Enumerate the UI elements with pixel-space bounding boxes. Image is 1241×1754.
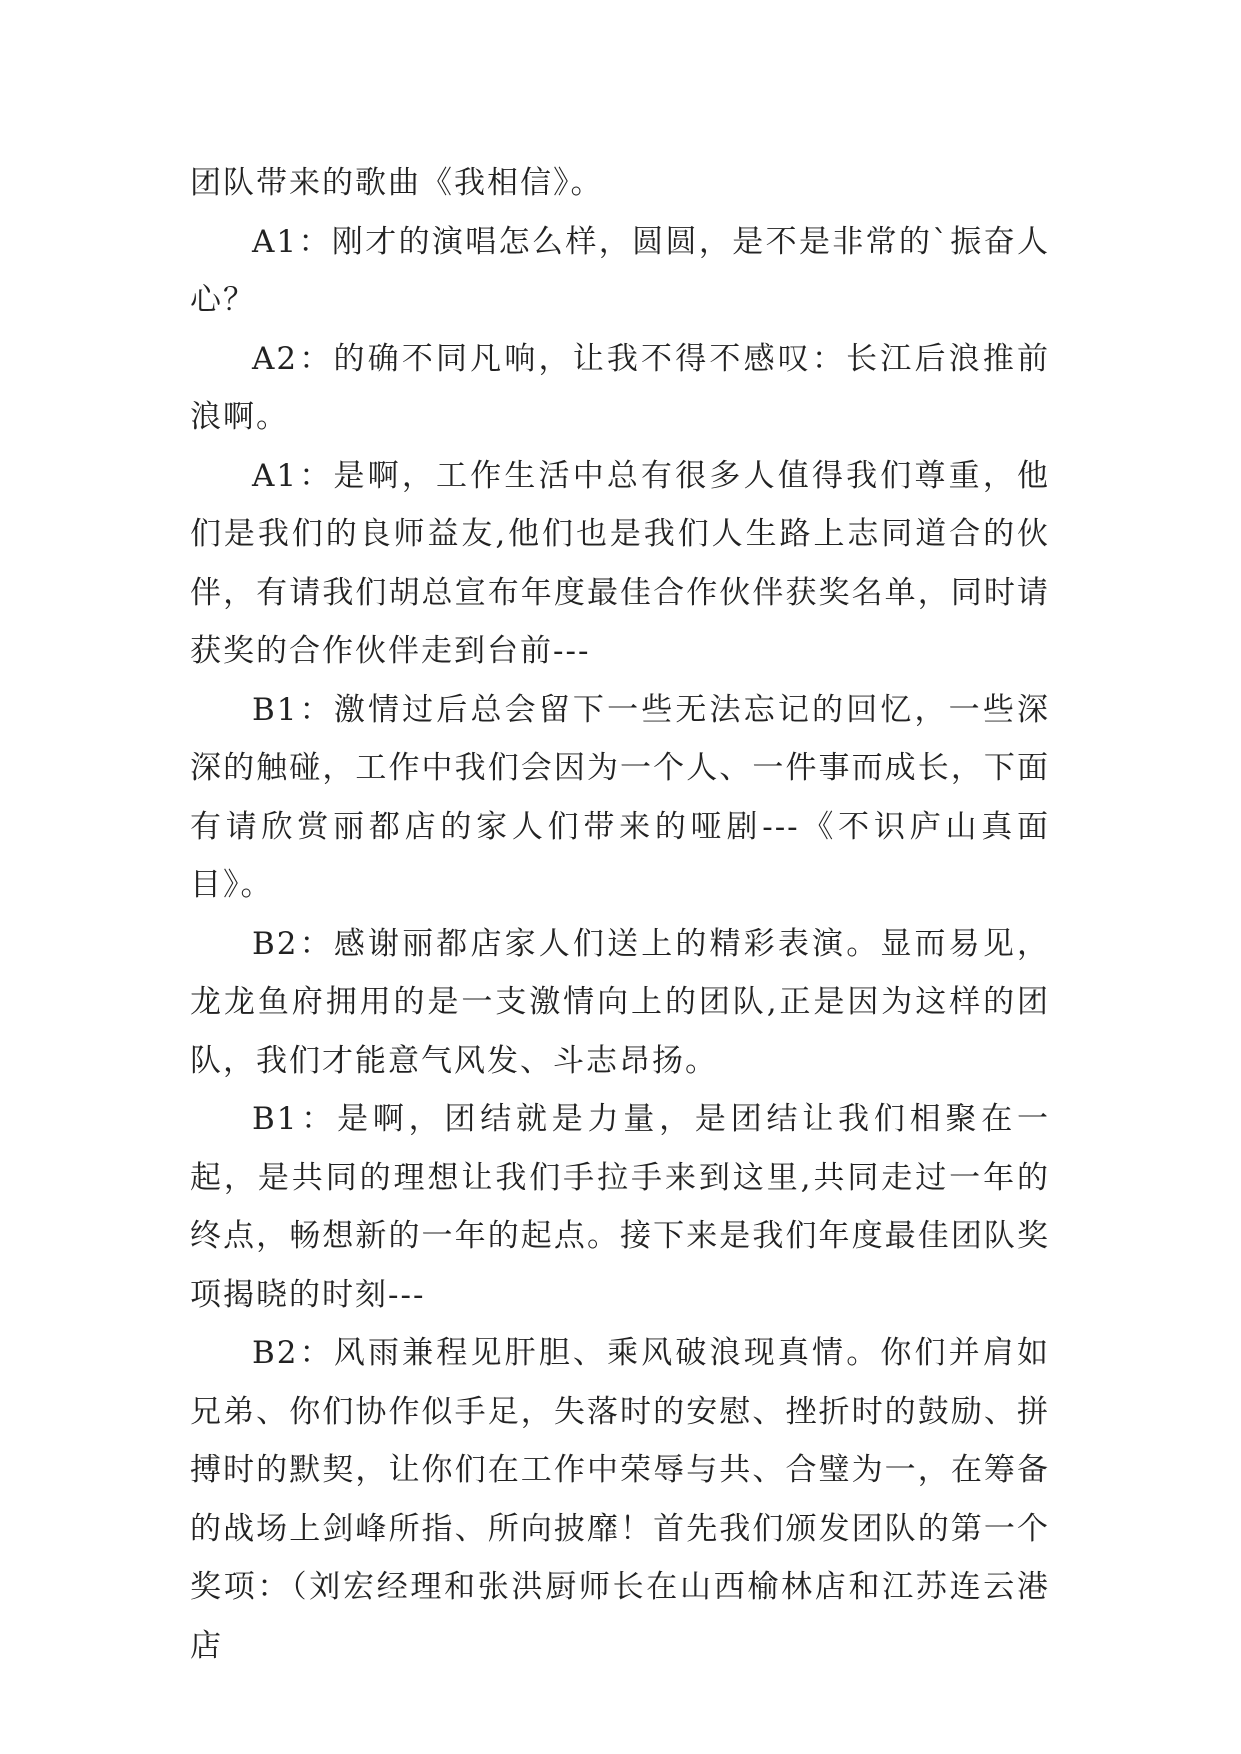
document-body [190,154,1050,1675]
paragraph-a1-performance: A1：刚才的演唱怎么样，圆圆，是不是非常的`振奋人心？ [190,223,1050,318]
paragraph-b2-award: B2：风雨兼程见肝胆、乘风破浪现真情。你们并肩如兄弟、你们协作似手足，失落时的安慰、挫折时的鼓励、拼搏时的默契，让你们在工作中荣辱与共、合璧为一，在筹备的战场上剑峰所指、所向披靡！首先我们颁发团队的第一个奖项：（刘宏经理和张洪厨师长在山西榆林店和江苏连云港店 [190,1335,1050,1664]
paragraph-b1-team: B1：是啊，团结就是力量，是团结让我们相聚在一起，是共同的理想让我们手拉手来到这里,共同走过一年的终点，畅想新的一年的起点。接下来是我们年度最佳团队奖项揭晓的时刻--- [190,1101,1050,1313]
paragraph-a1-partners: A1：是啊，工作生活中总有很多人值得我们尊重，他们是我们的良师益友,他们也是我们人生路上志同道合的伙伴，有请我们胡总宣布年度最佳合作伙伴获奖名单，同时请获奖的合作伙伴走到台前--- [190,457,1050,669]
paragraph-b2-thanks: B2：感谢丽都店家人们送上的精彩表演。显而易见，龙龙鱼府拥用的是一支激情向上的团队,正是因为这样的团队，我们才能意气风发、斗志昂扬。 [190,925,1050,1079]
paragraph-b1-mime: B1：激情过后总会留下一些无法忘记的回忆，一些深深的触碰，工作中我们会因为一个人、一件事而成长，下面有请欣赏丽都店的家人们带来的哑剧---《不识庐山真面目》。 [190,691,1050,903]
paragraph-continuation: 团队带来的歌曲《我相信》。 [190,165,604,201]
paragraph-a2-response: A2：的确不同凡响，让我不得不感叹：长江后浪推前浪啊。 [190,340,1050,435]
